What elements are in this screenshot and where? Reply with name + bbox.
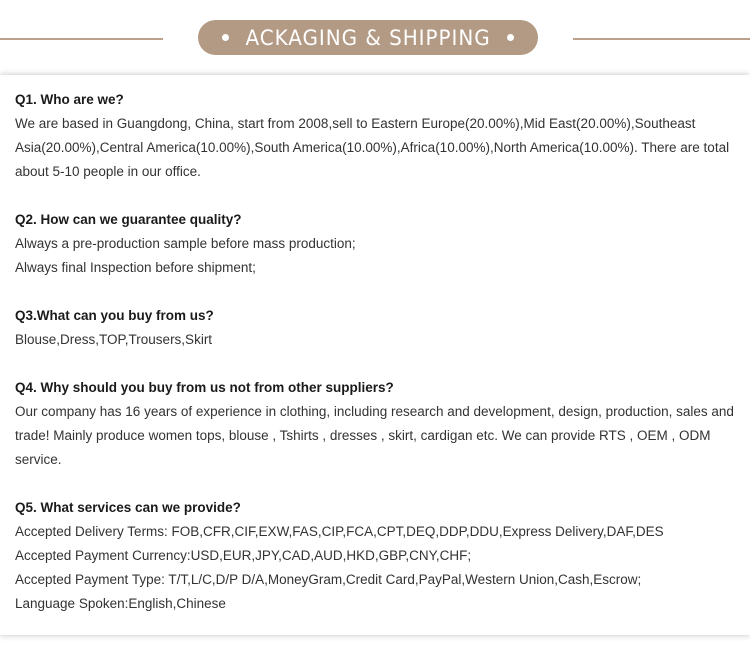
faq-question: Q3.What can you buy from us? bbox=[15, 308, 214, 323]
faq-answer: Accepted Delivery Terms: FOB,CFR,CIF,EXW,FAS,CIP,FCA,CPT,DEQ,DDP,DDU,Express Delivery,DAF,DES bbox=[15, 524, 664, 539]
faq-answer: Language Spoken:English,Chinese bbox=[15, 596, 226, 611]
faq-answer: Our company has 16 years of experience in clothing, including research and development, design, production, sales and trade! Mainly produce women tops, blouse , Tshirts , dresses , skirt, cardigan etc. We can provide RTS , OEM , ODM service. bbox=[15, 404, 734, 467]
faq-answer: Always a pre-production sample before mass production; bbox=[15, 236, 356, 251]
faq-question: Q2. How can we guarantee quality? bbox=[15, 212, 242, 227]
faq-question: Q1. Who are we? bbox=[15, 92, 124, 107]
bullet-dot-icon bbox=[222, 34, 229, 41]
faq-answer: Accepted Payment Type: T/T,L/C,D/P D/A,MoneyGram,Credit Card,PayPal,Western Union,Cash,Escrow; bbox=[15, 572, 642, 587]
section-header bbox=[0, 0, 750, 75]
faq-answer: We are based in Guangdong, China, start from 2008,sell to Eastern Europe(20.00%),Mid East(20.00%),Southeast Asia(20.00%),Central America(10.00%),South America(10.00%),Africa(10.00%),North America(10.00%). There are total about 5-10 people in our office. bbox=[15, 116, 730, 179]
section-title: ACKAGING & SHIPPING bbox=[245, 25, 491, 50]
header-divider-right bbox=[573, 38, 750, 40]
faq-panel bbox=[0, 75, 750, 635]
bullet-dot-icon bbox=[507, 34, 514, 41]
faq-item-3 bbox=[15, 304, 736, 352]
faq-item-5 bbox=[15, 496, 736, 616]
faq-answer: Always final Inspection before shipment; bbox=[15, 260, 256, 275]
faq-answer: Blouse,Dress,TOP,Trousers,Skirt bbox=[15, 332, 213, 347]
faq-item-2 bbox=[15, 208, 736, 280]
faq-item-1 bbox=[15, 88, 736, 184]
faq-question: Q5. What services can we provide? bbox=[15, 500, 241, 515]
faq-question: Q4. Why should you buy from us not from other suppliers? bbox=[15, 380, 394, 395]
faq-item-4 bbox=[15, 376, 736, 472]
section-title-badge bbox=[198, 20, 538, 55]
header-divider-left bbox=[0, 38, 163, 40]
faq-answer: Accepted Payment Currency:USD,EUR,JPY,CAD,AUD,HKD,GBP,CNY,CHF; bbox=[15, 548, 472, 563]
